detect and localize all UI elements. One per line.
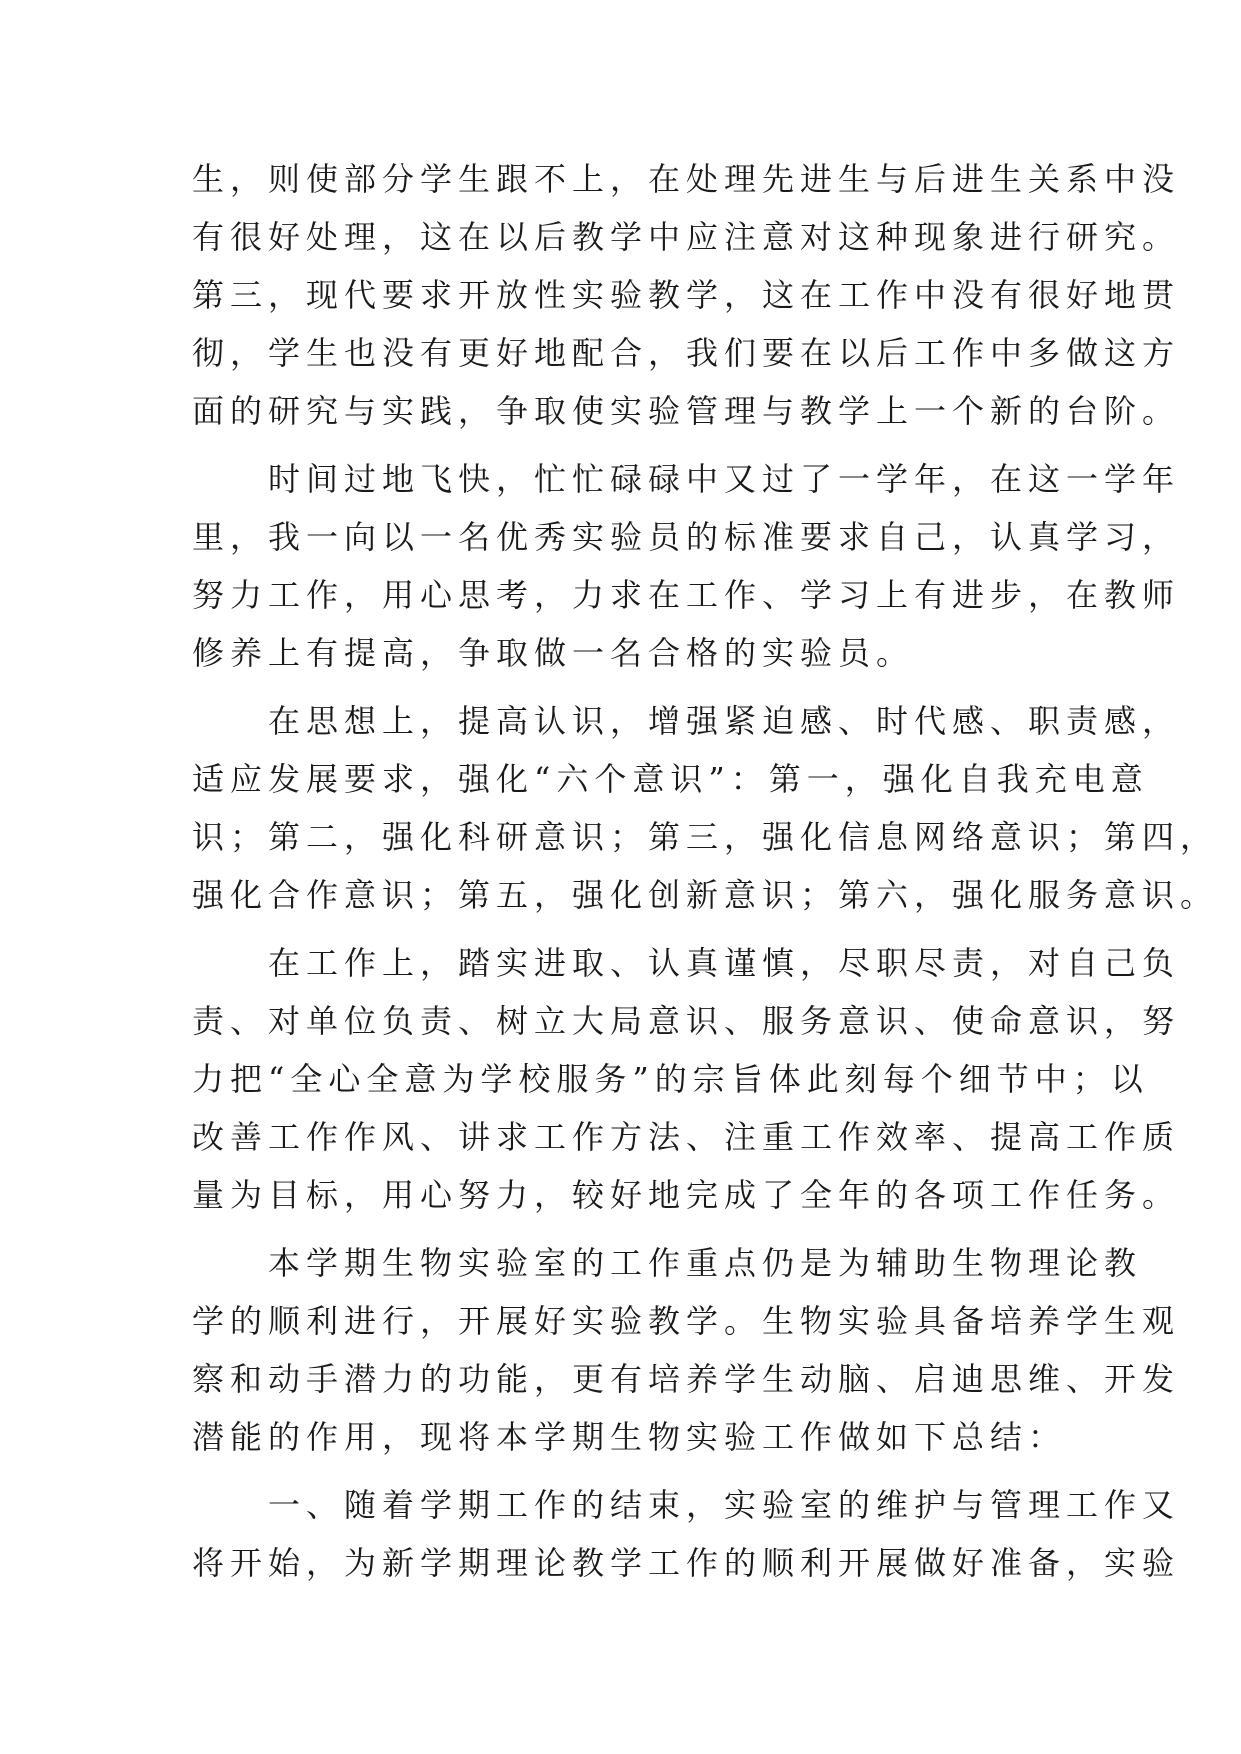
text-line: 察和动手潜力的功能，更有培养学生动脑、启迪思维、开发 <box>192 1360 1181 1398</box>
paragraph-spacer <box>192 440 1072 450</box>
text-line: 识；第二，强化科研意识；第三，强化信息网络意识；第四， <box>192 818 1219 856</box>
paragraph-spacer <box>192 1466 1072 1476</box>
text-line: 将开始，为新学期理论教学工作的顺利开展做好准备，实验 <box>192 1544 1181 1582</box>
text-line: 学的顺利进行，开展好实验教学。生物实验具备培养学生观 <box>192 1302 1181 1340</box>
text-line: 在工作上，踏实进取、认真谨慎，尽职尽责，对自己负 <box>192 944 1181 982</box>
text-line: 时间过地飞快，忙忙碌碌中又过了一学年，在这一学年 <box>192 460 1181 498</box>
text-line: 力把“全心全意为学校服务”的宗旨体此刻每个细节中；以 <box>192 1060 1149 1098</box>
text-line: 有很好处理，这在以后教学中应注意对这种现象进行研究。 <box>192 218 1181 256</box>
text-line: 里，我一向以一名优秀实验员的标准要求自己，认真学习， <box>192 518 1181 556</box>
text-line: 强化合作意识；第五，强化创新意识；第六，强化服务意识。 <box>192 876 1219 914</box>
document-body <box>192 150 1219 1592</box>
paragraph-6 <box>192 1476 1181 1592</box>
paragraph-spacer <box>192 682 1072 692</box>
paragraph-4 <box>192 934 1181 1224</box>
paragraph-3 <box>192 692 1219 924</box>
text-line: 潜能的作用，现将本学期生物实验工作做如下总结： <box>192 1418 1067 1456</box>
text-line: 一、随着学期工作的结束，实验室的维护与管理工作又 <box>192 1486 1181 1524</box>
text-line: 修养上有提高，争取做一名合格的实验员。 <box>192 634 915 672</box>
text-line: 责、对单位负责、树立大局意识、服务意识、使命意识，努 <box>192 1002 1181 1040</box>
text-line: 第三，现代要求开放性实验教学，这在工作中没有很好地贯 <box>192 276 1181 314</box>
paragraph-2 <box>192 450 1181 682</box>
paragraph-5 <box>192 1234 1181 1466</box>
text-line: 适应发展要求，强化“六个意识”：第一，强化自我充电意 <box>192 760 1149 798</box>
paragraph-spacer <box>192 924 1072 934</box>
text-line: 在思想上，提高认识，增强紧迫感、时代感、职责感， <box>192 702 1181 740</box>
text-line: 努力工作，用心思考，力求在工作、学习上有进步，在教师 <box>192 576 1181 614</box>
paragraph-1 <box>192 150 1181 440</box>
text-line: 彻，学生也没有更好地配合，我们要在以后工作中多做这方 <box>192 334 1181 372</box>
text-line: 生，则使部分学生跟不上，在处理先进生与后进生关系中没 <box>192 160 1181 198</box>
text-line: 改善工作作风、讲求工作方法、注重工作效率、提高工作质 <box>192 1118 1181 1156</box>
text-line: 本学期生物实验室的工作重点仍是为辅助生物理论教 <box>192 1244 1143 1282</box>
text-line: 量为目标，用心努力，较好地完成了全年的各项工作任务。 <box>192 1176 1181 1214</box>
paragraph-spacer <box>192 1224 1072 1234</box>
text-line: 面的研究与实践，争取使实验管理与教学上一个新的台阶。 <box>192 392 1181 430</box>
